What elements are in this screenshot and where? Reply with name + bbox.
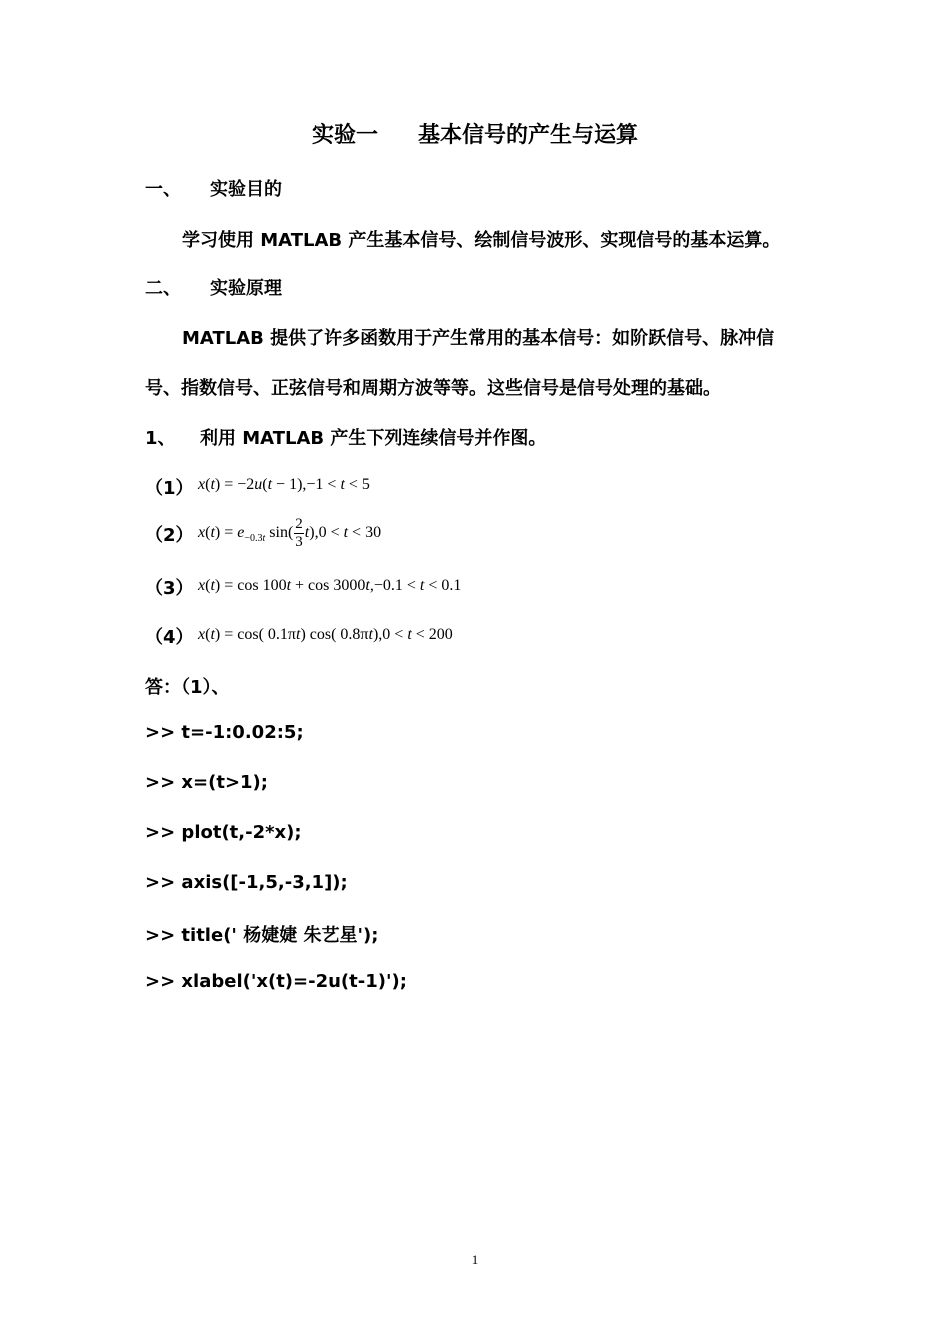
- section2-text-line2: 号、指数信号、正弦信号和周期方波等等。这些信号是信号处理的基础。: [145, 378, 721, 399]
- fraction-two-thirds: $\frac{2}{3}$: [295, 516, 303, 550]
- section2-text-line1: MATLAB 提供了许多函数用于产生常用的基本信号：如阶跃信号、脉冲信: [182, 328, 775, 349]
- formula-4: x(t) = cos( 0.1πt) cos( 0.8πt),0 < t < 200: [198, 626, 453, 643]
- code-line-1: >> t=-1:0.02:5;: [145, 722, 304, 743]
- code-line-4: >> axis([-1,5,-3,1]);: [145, 872, 348, 893]
- page-number: 1: [471, 1252, 479, 1267]
- formula-label-2: （2）: [145, 525, 194, 546]
- section2-number: 二、: [145, 278, 181, 299]
- item1-number: 1、: [145, 428, 176, 449]
- formula-2: $x(t) = e_{-0.3t}$ sin( $\frac{2}{3}$ t),0 < t < 30: [198, 516, 382, 550]
- section1-text: 学习使用 MATLAB 产生基本信号、绘制信号波形、实现信号的基本运算。: [182, 230, 781, 251]
- section2-heading: 实验原理: [210, 278, 282, 299]
- formula-3: x(t) = cos 100t + cos 3000t,−0.1 < t < 0.1: [198, 577, 462, 594]
- section1-number: 一、: [145, 179, 181, 200]
- code-line-3: >> plot(t,-2*x);: [145, 822, 302, 843]
- title-experiment-number: 实验一: [311, 123, 378, 148]
- page-title: [0, 118, 950, 149]
- title-experiment-name: 基本信号的产生与运算: [418, 123, 639, 148]
- code-line-2: >> x=(t>1);: [145, 772, 268, 793]
- section1-heading: 实验目的: [210, 179, 282, 200]
- code-line-5: >> title(' 杨婕婕 朱艺星');: [145, 925, 379, 946]
- formula-label-3: （3）: [145, 578, 194, 599]
- formula-label-1: （1）: [145, 478, 194, 499]
- formula-label-4: （4）: [145, 627, 194, 648]
- code-line-6: >> xlabel('x(t)=-2u(t-1)');: [145, 971, 407, 992]
- item1-text: 利用 MATLAB 产生下列连续信号并作图。: [200, 428, 547, 449]
- formula-1: x(t) = −2u(t − 1),−1 < t < 5: [198, 476, 370, 493]
- answer-label: 答：（1）、: [145, 677, 230, 698]
